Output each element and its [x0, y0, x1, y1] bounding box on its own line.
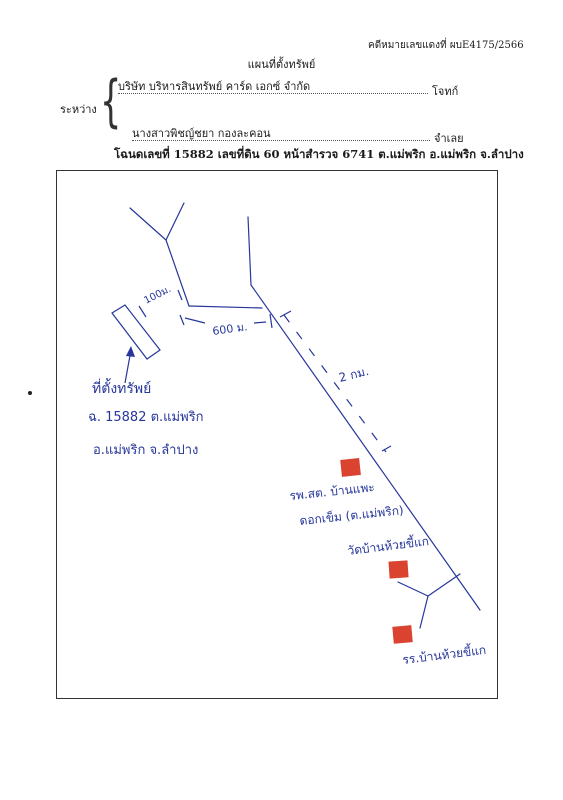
school-label: รร.บ้านห้วยขี้แก: [401, 642, 487, 667]
road-main-north: [248, 217, 251, 285]
document-title: แผนที่ตั้งทรัพย์: [247, 58, 316, 71]
distance-2km-tick-bottom: [382, 446, 391, 451]
road-connector: [189, 306, 262, 308]
distance-600-end-tick: [270, 314, 272, 328]
road-main: [251, 285, 480, 610]
hospital-label-line1: รพ.สต. บ้านแพะ: [288, 480, 376, 503]
defendant-name: นางสาวพิชญ์ชยา กองละคอน: [132, 127, 271, 140]
road-branch-c: [420, 596, 428, 628]
stray-mark: [28, 391, 32, 395]
distance-2km-dashes: [284, 315, 386, 452]
road-branch-a: [398, 582, 428, 596]
property-location: อ.แม่พริก จ.ลำปาง: [93, 443, 199, 458]
property-parcel: [112, 305, 160, 359]
between-label: ระหว่าง: [60, 103, 97, 116]
road-fork-left: [130, 208, 166, 240]
parcel-width-tick: [139, 306, 146, 317]
distance-600-dash: [185, 318, 205, 323]
property-title: ที่ตั้งทรัพย์: [92, 381, 152, 397]
school-marker: [392, 625, 412, 644]
plaintiff-name: บริษัท บริหารสินทรัพย์ คาร์ด เอกซ์ จำกัด: [118, 80, 311, 93]
distance-2km-label: 2 กม.: [337, 363, 371, 385]
property-deed: ฉ. 15882 ต.แม่พริก: [88, 410, 204, 425]
road-access: [166, 240, 189, 306]
temple-marker: [388, 560, 408, 578]
hospital-label-line2: ดอกเข็ม (ต.แม่พริก): [298, 503, 405, 528]
distance-600-start-tick: [180, 315, 184, 325]
defendant-role: จำเลย: [434, 132, 464, 145]
brace-symbol: {: [100, 69, 122, 134]
case-number: คดีหมายเลขแดงที่ ผบE4175/2566: [368, 40, 524, 51]
parcel-width-tick-2: [178, 290, 182, 300]
hospital-marker: [340, 458, 361, 477]
road-branch-b: [428, 574, 460, 596]
road-fork-right: [166, 203, 184, 240]
plaintiff-role: โจทก์: [432, 85, 459, 98]
deed-line: โฉนดเลขที่ 15882 เลขที่ดิน 60 หน้าสำรวจ 6741 ต.แม่พริก อ.แม่พริก จ.ลำปาง: [114, 147, 524, 161]
distance-600-dash-2: [254, 322, 266, 323]
width-100-label: 100ม.: [142, 283, 174, 307]
distance-600-label: 600 ม.: [211, 320, 249, 338]
temple-label: วัดบ้านห้วยขี้แก: [346, 534, 430, 558]
property-arrowhead: [126, 346, 135, 357]
